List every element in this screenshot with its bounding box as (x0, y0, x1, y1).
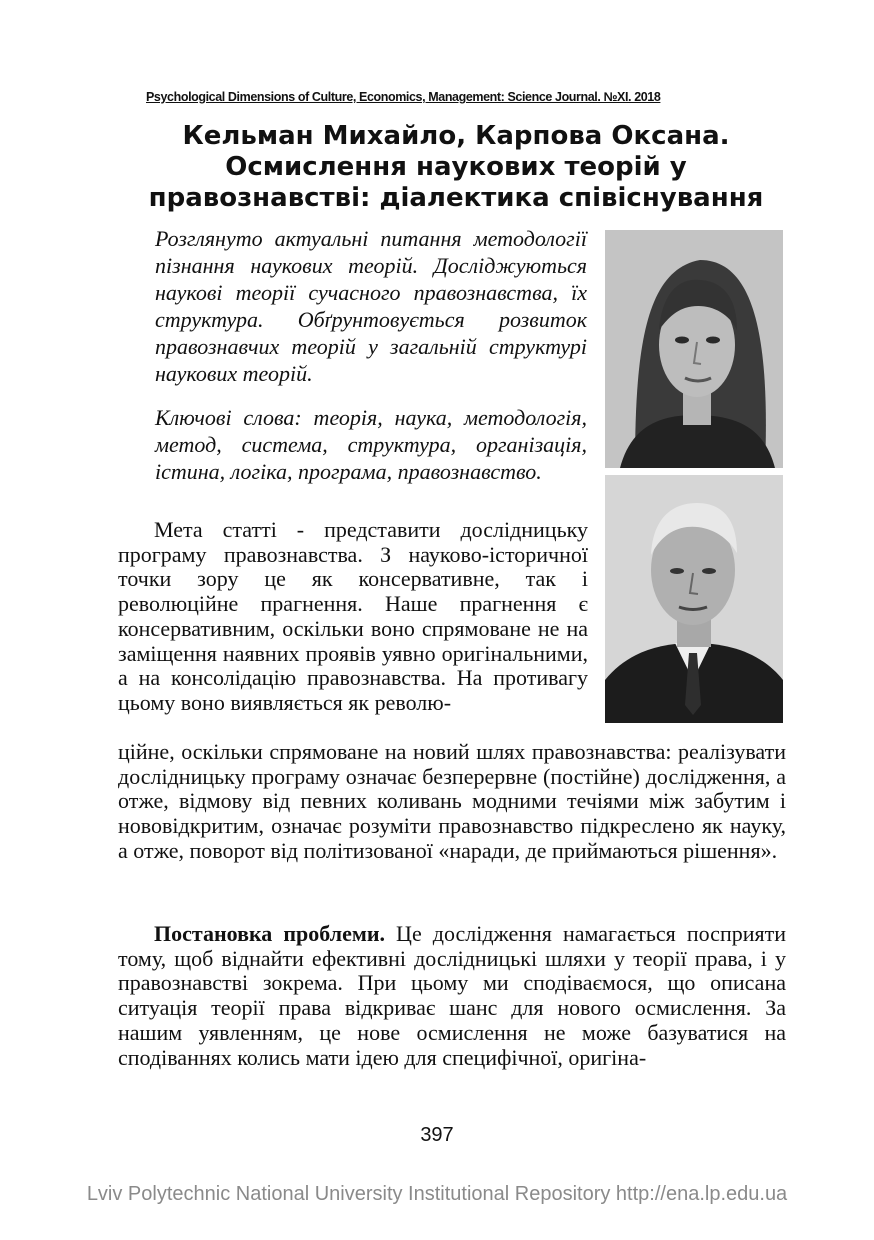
author-photo-man (605, 475, 783, 723)
title-line: правознавстві: діалектика співіснування (148, 183, 764, 213)
keywords-text: Ключові слова: теорія, наука, методологія, метод, система, структура, організація, істина, логіка, програма, правознавство. (155, 405, 587, 484)
paragraph-1-continued-text: ційне, оскільки спрямоване на новий шлях правознавства: реалізувати дослідницьку програму означає безперервне (постійне) дослідження, а отже, відмову від певних коливань модними течіями між забутим і нововідкритим, означає розуміти правознавство підкреслено як науку, а отже, поворот від політизованої «наради, де приймаються рішення». (118, 739, 786, 863)
problem-text: Це дослідження намагається посприяти тому, щоб віднайти ефективні дослідницькі шляхи у теорії права, і у правознавстві зокрема. При цьому ми сподіваємося, що описана ситуація теорії права відкриває шанс для нового осмислення. За нашим уявленням, це нове осмислення не може базуватися на сподіваннях колись мати ідею для специфічної, оригіна- (118, 921, 786, 1070)
page-number: 397 (420, 1124, 454, 1146)
portrait-man-image (605, 475, 783, 723)
problem-heading: Постановка проблеми. (154, 921, 385, 946)
article-title (110, 121, 802, 214)
running-head: Psychological Dimensions of Culture, Economics, Management: Science Journal. №XI. 2018 (146, 90, 661, 104)
title-line: Осмислення наукових теорій у (225, 152, 687, 182)
repository-footer: Lviv Polytechnic National University Institutional Repository http://ena.lp.edu.ua (86, 1183, 788, 1205)
title-line: Кельман Михайло, Карпова Оксана. (182, 121, 730, 151)
abstract-text: Розглянуто актуальні питання методології пізнання наукових теорій. Досліджуються наукові теорії сучасного правознавства, їх структура. Обґрунтовується розвиток правознавчих теорій у загальній структурі наукових теорій. (155, 226, 587, 386)
paragraph-1-continued (118, 740, 786, 864)
abstract-block (155, 225, 587, 485)
author-photo-woman (605, 230, 783, 468)
paragraph-1-start (118, 518, 588, 716)
portrait-woman-image (605, 230, 783, 468)
paragraph-2 (118, 922, 786, 1070)
paragraph-1-text: Мета статті - представити дослідницьку програму правознавства. З науково-історичної точки зору це як консервативне, так і революційне прагнення. Наше прагнення є консервативним, оскільки воно спрямоване не на заміщення наявних проявів уявно оригінальними, а на консолідацію правознавства. На противагу цьому воно виявляється як револю- (118, 517, 588, 715)
